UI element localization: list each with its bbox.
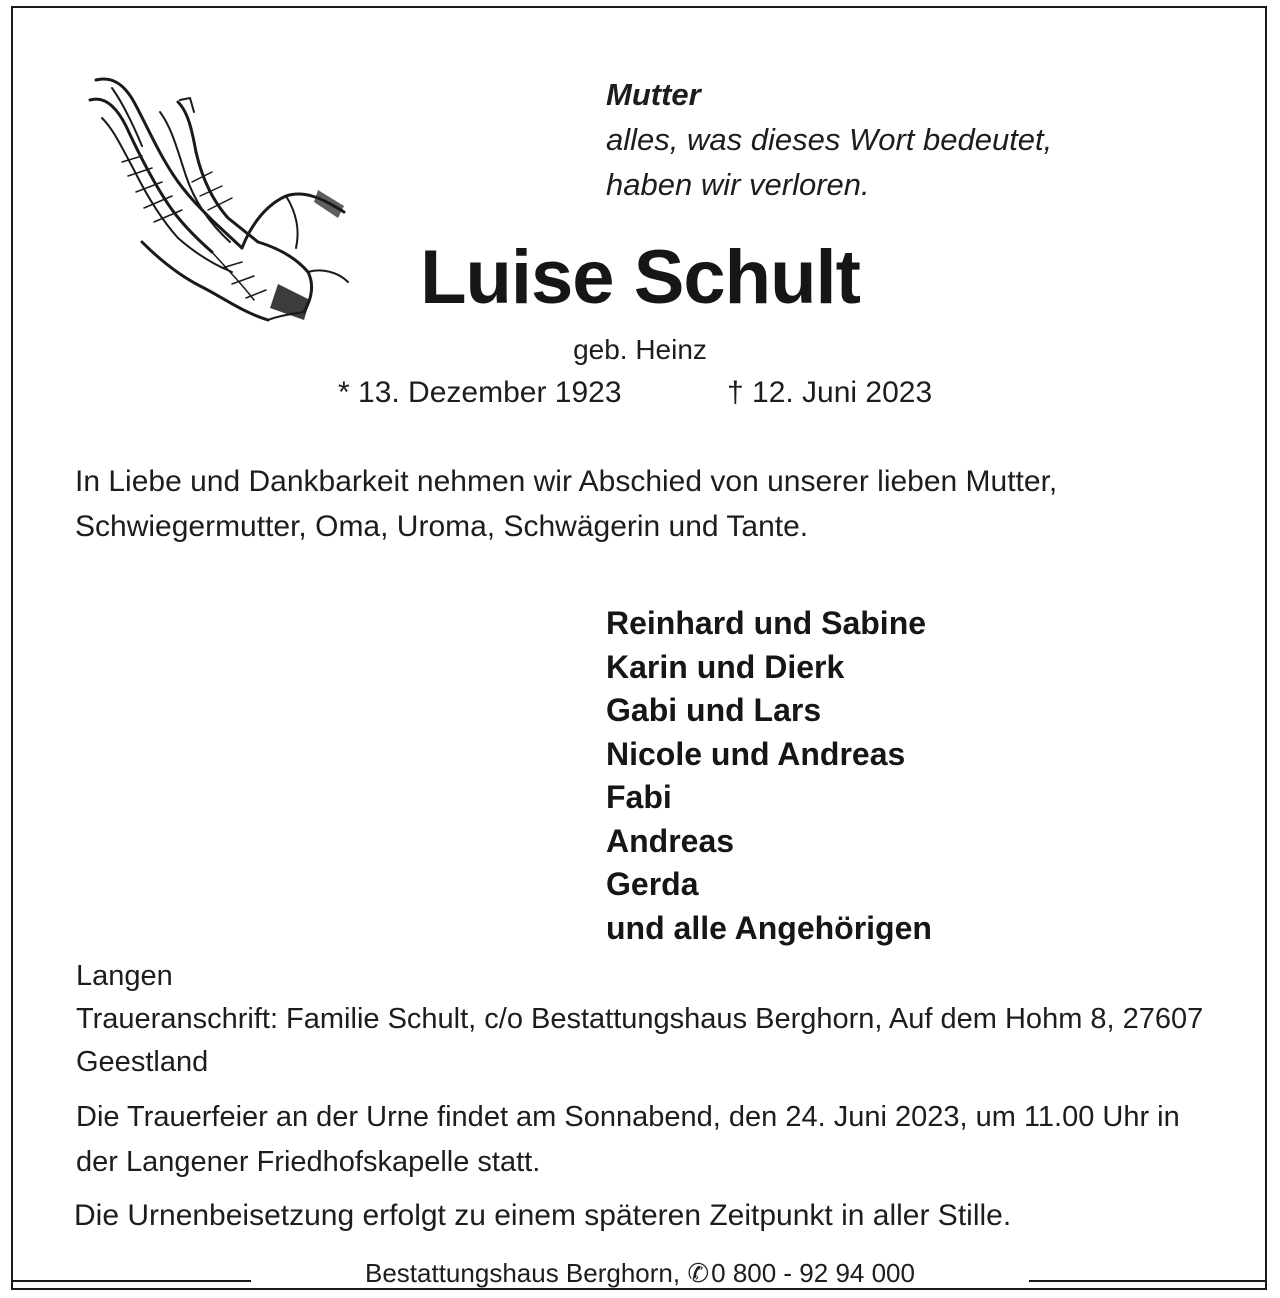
mourner-name: Gerda (606, 866, 699, 902)
mourner-name: und alle Angehörigen (606, 909, 932, 946)
mourner-name: Nicole und Andreas (606, 735, 906, 772)
mourner-name: Reinhard und Sabine (606, 605, 927, 641)
quote-line-2: haben wir verloren. (606, 167, 870, 202)
death-date: † 12. Juni 2023 (727, 376, 933, 409)
farewell-text: In Liebe und Dankbarkeit nehmen wir Abschied von unserer lieben Mutter, Schwiegermutter, Oma, Uroma, Schwägerin und Tante. (75, 465, 1058, 543)
birth-date: * 13. Dezember 1923 (338, 376, 622, 409)
ceremony-info: Die Trauerfeier an der Urne findet am Sonnabend, den 24. Juni 2023, um 11.00 Uhr in der Langener Friedhofskapelle statt. (76, 1101, 1180, 1178)
funeral-home-footer (260, 1255, 1020, 1291)
footer-divider-left (13, 1280, 251, 1282)
quote-line-1: alles, was dieses Wort bedeutet, (606, 122, 1053, 157)
phone-icon: ✆ (687, 1258, 710, 1288)
quote-title: Mutter (606, 77, 701, 112)
burial-info: Die Urnenbeisetzung erfolgt zu einem späteren Zeitpunkt in aller Stille. (74, 1199, 1012, 1232)
mourner-name: Karin und Dierk (606, 648, 845, 685)
footer-divider-right (1029, 1280, 1267, 1282)
mourning-address: Traueranschrift: Familie Schult, c/o Bestattungshaus Berghorn, Auf dem Hohm 8, 27607 Geestland (76, 1003, 1204, 1078)
mourner-name: Gabi und Lars (606, 692, 822, 728)
mourners-list (606, 602, 932, 950)
funeral-home-name: Bestattungshaus Berghorn, (365, 1258, 681, 1288)
place-name: Langen (76, 960, 173, 992)
memorial-quote (606, 72, 1052, 207)
birth-name: geb. Heinz (573, 334, 707, 365)
phone-number: 0 800 - 92 94 000 (711, 1258, 915, 1288)
mourner-name: Andreas (606, 822, 735, 859)
deceased-name: Luise Schult (420, 235, 860, 320)
mourner-name: Fabi (606, 779, 672, 815)
